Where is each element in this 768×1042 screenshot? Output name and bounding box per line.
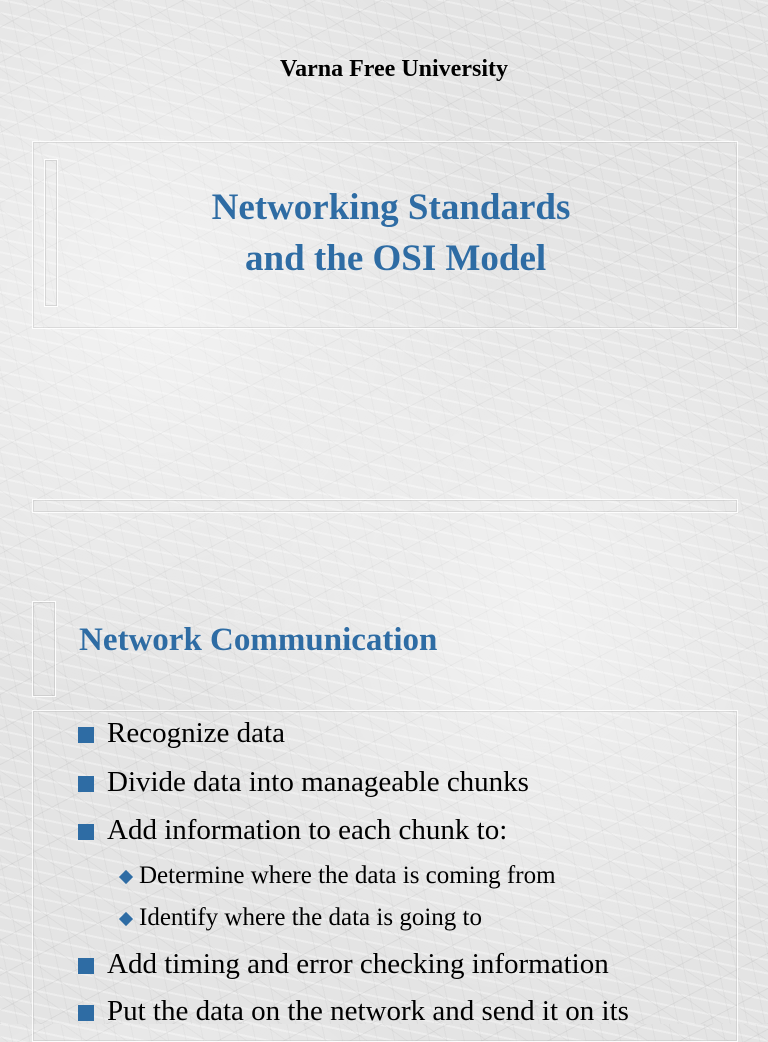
institution-name: Varna Free University: [280, 56, 508, 82]
square-bullet-icon: [78, 727, 94, 743]
diamond-bullet-icon: [119, 870, 133, 884]
slide-title-line-1: Networking Standards: [211, 187, 571, 228]
square-bullet-icon: [78, 1005, 94, 1021]
section-heading: Network Communication: [79, 622, 438, 658]
bullet-list: Recognize data Divide data into manageable chunks Add information to each chunk to: Determine where the data is coming from Identify where the data is going to Add timing and error checking information Put the data on the network and send it on its: [0, 0, 768, 1024]
square-bullet-icon: [78, 824, 94, 840]
slide-title-line-2: and the OSI Model: [235, 238, 547, 279]
square-bullet-icon: [78, 958, 94, 974]
square-bullet-icon: [78, 776, 94, 792]
diamond-bullet-icon: [119, 912, 133, 926]
